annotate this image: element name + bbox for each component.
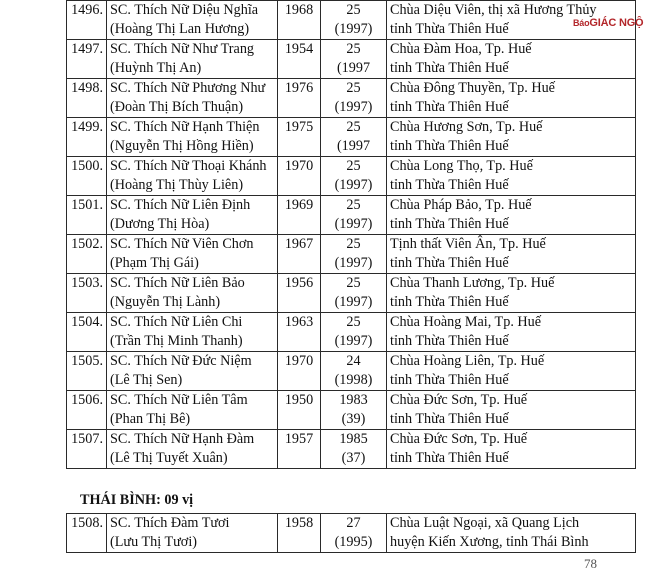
ordination-cell (321, 235, 387, 274)
nun-name-cell (107, 274, 278, 313)
birth-name: (Hoàng Thị Lan Hương) (110, 21, 250, 37)
dharma-name: SC. Thích Nữ Liên Định (110, 197, 251, 213)
page-number: 78 (584, 556, 597, 571)
ordination-age: 25 (346, 2, 361, 18)
nun-name-cell (107, 196, 278, 235)
table-row (67, 235, 636, 274)
thai-binh-table (66, 513, 636, 553)
section-heading: THÁI BÌNH: 09 vị (80, 492, 194, 508)
table-row (67, 157, 636, 196)
birth-year: 1970 (278, 352, 321, 391)
ordination-year: (1998) (334, 372, 373, 388)
ordination-age: 25 (346, 80, 361, 96)
birth-year: 1956 (278, 274, 321, 313)
ordination-age: 1983 (339, 392, 368, 408)
temple-name: Chùa Đức Sơn, Tp. Huế (390, 431, 528, 447)
ordination-year: (1997) (334, 255, 373, 271)
birth-year: 1957 (278, 430, 321, 469)
ordination-age: 27 (346, 515, 361, 531)
table-row (67, 79, 636, 118)
watermark-brand: GIÁC NGỘ (589, 17, 644, 29)
dharma-name: SC. Thích Nữ Hạnh Thiện (110, 119, 260, 135)
table-row (67, 391, 636, 430)
birth-name: (Trần Thị Minh Thanh) (110, 333, 243, 349)
entry-number: 1502. (67, 235, 107, 274)
birth-name: (Nguyễn Thị Hồng Hiền) (110, 138, 254, 154)
birth-year: 1967 (278, 235, 321, 274)
province-name: tỉnh Thừa Thiên Huế (390, 60, 509, 76)
ordination-cell (321, 430, 387, 469)
table-row (67, 514, 636, 553)
dharma-name: SC. Thích Nữ Như Trang (110, 41, 255, 57)
watermark-prefix: Báo (573, 18, 590, 28)
province-name: huyện Kiến Xương, tỉnh Thái Bình (390, 534, 589, 550)
temple-name: Chùa Thanh Lương, Tp. Huế (390, 275, 555, 291)
ordination-cell (321, 157, 387, 196)
birth-year: 1963 (278, 313, 321, 352)
ordination-cell (321, 1, 387, 40)
ordination-age: 25 (346, 158, 361, 174)
entry-number: 1496. (67, 1, 107, 40)
entry-number: 1503. (67, 274, 107, 313)
birth-name: (Phan Thị Bê) (110, 411, 191, 427)
ordination-age: 25 (346, 197, 361, 213)
birth-year: 1969 (278, 196, 321, 235)
ordination-year: (1997) (334, 216, 373, 232)
birth-name: (Đoàn Thị Bích Thuận) (110, 99, 244, 115)
province-name: tỉnh Thừa Thiên Huế (390, 216, 509, 232)
dharma-name: SC. Thích Nữ Viên Chơn (110, 236, 254, 252)
ordination-year: (1997 (336, 138, 371, 154)
address-cell (387, 196, 636, 235)
ordination-year: (1997) (334, 21, 373, 37)
temple-name: Chùa Diệu Viên, thị xã Hương Thủy (390, 2, 597, 18)
dharma-name: SC. Thích Nữ Thoại Khánh (110, 158, 267, 174)
temple-name: Chùa Hoàng Mai, Tp. Huế (390, 314, 542, 330)
address-cell (387, 514, 636, 553)
temple-name: Chùa Long Thọ, Tp. Huế (390, 158, 533, 174)
entry-number: 1499. (67, 118, 107, 157)
birth-year: 1970 (278, 157, 321, 196)
province-name: tỉnh Thừa Thiên Huế (390, 99, 509, 115)
ordination-age: 25 (346, 314, 361, 330)
birth-name: (Lưu Thị Tươi) (110, 534, 197, 550)
province-name: tỉnh Thừa Thiên Huế (390, 372, 509, 388)
ordination-cell (321, 391, 387, 430)
nun-name-cell (107, 1, 278, 40)
ordination-age: 25 (346, 119, 361, 135)
entry-number: 1504. (67, 313, 107, 352)
ordination-year: (1995) (334, 534, 373, 550)
province-name: tỉnh Thừa Thiên Huế (390, 294, 509, 310)
address-cell (387, 274, 636, 313)
birth-year: 1975 (278, 118, 321, 157)
entry-number: 1500. (67, 157, 107, 196)
dharma-name: SC. Thích Nữ Phương Như (110, 80, 266, 96)
nun-name-cell (107, 235, 278, 274)
address-cell (387, 40, 636, 79)
province-name: tỉnh Thừa Thiên Huế (390, 138, 509, 154)
temple-name: Chùa Luật Ngoại, xã Quang Lịch (390, 515, 580, 531)
ordination-year: (1997) (334, 294, 373, 310)
nun-name-cell (107, 40, 278, 79)
entry-number: 1498. (67, 79, 107, 118)
entry-number: 1507. (67, 430, 107, 469)
birth-year: 1958 (278, 514, 321, 553)
nun-name-cell (107, 391, 278, 430)
dharma-name: SC. Thích Nữ Hạnh Đàm (110, 431, 255, 447)
table-row (67, 313, 636, 352)
province-name: tỉnh Thừa Thiên Huế (390, 450, 509, 466)
province-name: tỉnh Thừa Thiên Huế (390, 177, 509, 193)
thai-binh-table-body (67, 514, 636, 553)
entry-number: 1506. (67, 391, 107, 430)
address-cell (387, 352, 636, 391)
ordination-age: 25 (346, 41, 361, 57)
nun-name-cell (107, 157, 278, 196)
address-cell (387, 430, 636, 469)
dharma-name: SC. Thích Nữ Liên Bảo (110, 275, 245, 291)
temple-name: Chùa Hoàng Liên, Tp. Huế (390, 353, 545, 369)
dharma-name: SC. Thích Nữ Đức Niệm (110, 353, 252, 369)
birth-name: (Dương Thị Hòa) (110, 216, 210, 232)
ordination-year: (1997) (334, 177, 373, 193)
ordination-cell (321, 514, 387, 553)
dharma-name: SC. Thích Nữ Diệu Nghĩa (110, 2, 259, 18)
ordination-cell (321, 40, 387, 79)
dharma-name: SC. Thích Đàm Tươi (110, 515, 230, 531)
birth-name: (Nguyễn Thị Lành) (110, 294, 221, 310)
nun-name-cell (107, 514, 278, 553)
ordination-age: 25 (346, 275, 361, 291)
address-cell (387, 235, 636, 274)
entry-number: 1501. (67, 196, 107, 235)
address-cell (387, 391, 636, 430)
ordination-year: (37) (341, 450, 366, 466)
table-row (67, 1, 636, 40)
ordination-year: (1997) (334, 333, 373, 349)
nun-name-cell (107, 118, 278, 157)
province-name: tỉnh Thừa Thiên Huế (390, 255, 509, 271)
address-cell (387, 118, 636, 157)
table-row (67, 118, 636, 157)
temple-name: Chùa Đức Sơn, Tp. Huế (390, 392, 528, 408)
nun-name-cell (107, 430, 278, 469)
ordination-table (66, 0, 636, 469)
ordination-year: (1997 (336, 60, 371, 76)
birth-name: (Lê Thị Tuyết Xuân) (110, 450, 228, 466)
table-row (67, 40, 636, 79)
table-row (67, 196, 636, 235)
birth-name: (Phạm Thị Gái) (110, 255, 199, 271)
temple-name: Tịnh thất Viên Ân, Tp. Huế (390, 236, 546, 252)
birth-year: 1950 (278, 391, 321, 430)
nun-name-cell (107, 79, 278, 118)
address-cell (387, 79, 636, 118)
ordination-cell (321, 352, 387, 391)
nun-name-cell (107, 313, 278, 352)
temple-name: Chùa Hương Sơn, Tp. Huế (390, 119, 543, 135)
temple-name: Chùa Đàm Hoa, Tp. Huế (390, 41, 532, 57)
table-row (67, 352, 636, 391)
ordination-age: 24 (346, 353, 361, 369)
table-row (67, 274, 636, 313)
province-name: tỉnh Thừa Thiên Huế (390, 21, 509, 37)
ordination-year: (39) (341, 411, 366, 427)
birth-year: 1954 (278, 40, 321, 79)
giac-ngo-watermark (573, 17, 643, 29)
table-row (67, 430, 636, 469)
province-name: tỉnh Thừa Thiên Huế (390, 411, 509, 427)
temple-name: Chùa Pháp Bảo, Tp. Huế (390, 197, 532, 213)
dharma-name: SC. Thích Nữ Liên Chi (110, 314, 243, 330)
birth-name: (Hoàng Thị Thùy Liên) (110, 177, 244, 193)
ordination-age: 1985 (339, 431, 368, 447)
birth-year: 1976 (278, 79, 321, 118)
ordination-cell (321, 274, 387, 313)
ordination-cell (321, 118, 387, 157)
province-name: tỉnh Thừa Thiên Huế (390, 333, 509, 349)
temple-name: Chùa Đông Thuyền, Tp. Huế (390, 80, 555, 96)
entry-number: 1505. (67, 352, 107, 391)
ordination-table-body (67, 1, 636, 469)
birth-year: 1968 (278, 1, 321, 40)
ordination-cell (321, 313, 387, 352)
birth-name: (Huỳnh Thị An) (110, 60, 202, 76)
birth-name: (Lê Thị Sen) (110, 372, 183, 388)
address-cell (387, 313, 636, 352)
ordination-cell (321, 79, 387, 118)
entry-number: 1497. (67, 40, 107, 79)
ordination-year: (1997) (334, 99, 373, 115)
dharma-name: SC. Thích Nữ Liên Tâm (110, 392, 248, 408)
nun-name-cell (107, 352, 278, 391)
ordination-age: 25 (346, 236, 361, 252)
address-cell (387, 157, 636, 196)
entry-number: 1508. (67, 514, 107, 553)
ordination-cell (321, 196, 387, 235)
